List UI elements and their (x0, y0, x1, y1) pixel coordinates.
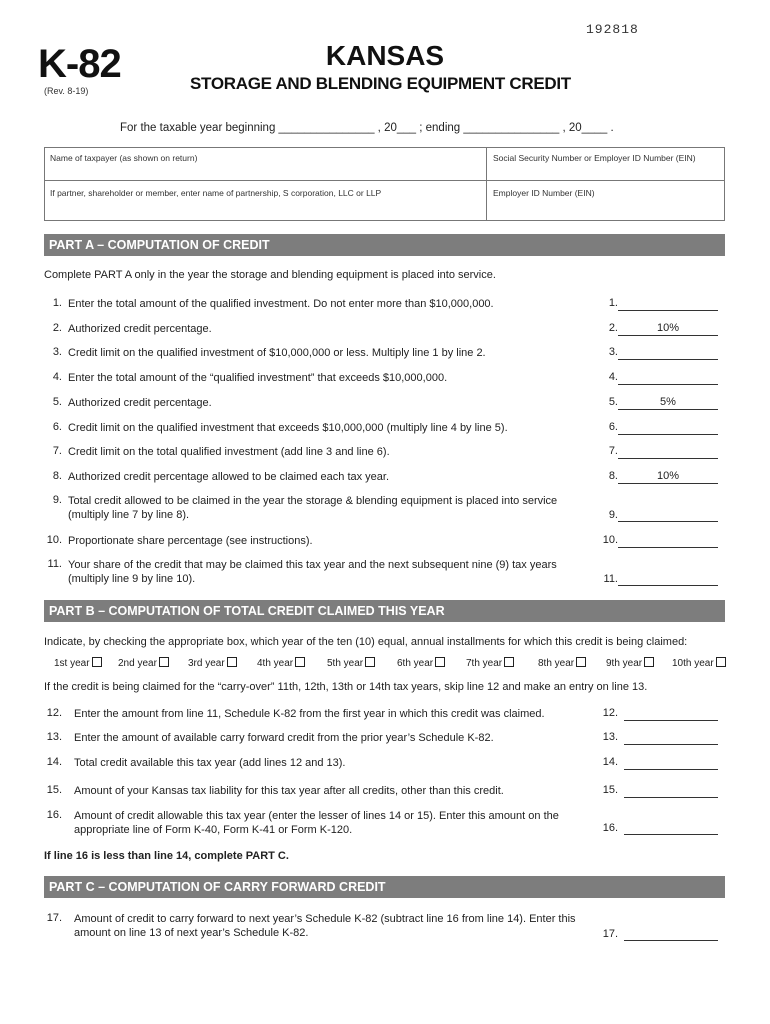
line-ref: 14. (602, 756, 618, 768)
year-option-7[interactable] (466, 657, 514, 669)
carryover-note: If the credit is being claimed for the “carry-over” 11th, 12th, 13th or 14th tax years, skip line 12 and make an entry on line 13. (44, 681, 648, 693)
line-text: Enter the total amount of the “qualified investment” that exceeds $10,000,000. (68, 372, 448, 384)
line-text: Enter the total amount of the qualified investment. Do not enter more than $10,000,000. (68, 298, 494, 310)
line-ref: 1. (608, 297, 618, 309)
year-option-5[interactable] (327, 657, 375, 669)
line-number: 10. (46, 534, 62, 546)
line-ref: 4. (608, 371, 618, 383)
year-label: 4th year (257, 658, 294, 669)
year-option-8[interactable] (538, 657, 586, 669)
taxpayer-name-field[interactable]: Name of taxpayer (as shown on return) (50, 153, 198, 163)
line-1-entry[interactable] (618, 297, 718, 311)
line-text: Your share of the credit that may be claimed this tax year and the next subsequent nine (9) tax years (multiply line 9 by line 10). (68, 559, 557, 585)
line-text: Total credit available this tax year (add lines 12 and 13). (74, 757, 346, 769)
partnership-name-field[interactable]: If partner, shareholder or member, enter name of partnership, S corporation, LLC or LLP (50, 188, 382, 198)
line-text: Amount of credit to carry forward to next year’s Schedule K-82 (subtract line 16 from line 14). Enter this amount on line 13 of next year’s Schedule K-82. (74, 913, 576, 939)
line-text: Authorized credit percentage. (68, 397, 212, 409)
line-13-entry[interactable] (624, 731, 718, 745)
line-7-entry[interactable] (618, 445, 718, 459)
part-a-heading: PART A – COMPUTATION OF CREDIT (44, 234, 725, 256)
line-number: 17. (46, 912, 62, 924)
line-number: 15. (46, 784, 62, 796)
line-ref: 8. (608, 470, 618, 482)
year-label: 7th year (466, 658, 503, 669)
line-number: 14. (46, 756, 62, 768)
line-text: Amount of your Kansas tax liability for this tax year after all credits, other than this credit. (74, 785, 504, 797)
line-4-entry[interactable] (618, 371, 718, 385)
line-number: 16. (46, 809, 62, 821)
part-b-instruction: Indicate, by checking the appropriate box, which year of the ten (10) equal, annual installments for which this credit is being claimed: (44, 636, 688, 648)
form-title: STORAGE AND BLENDING EQUIPMENT CREDIT (190, 74, 571, 93)
year-7-checkbox[interactable] (504, 657, 514, 667)
line-15-entry[interactable] (624, 784, 718, 798)
line-number: 12. (46, 707, 62, 719)
installment-year-checkboxes (54, 657, 734, 673)
line-number: 6. (52, 421, 62, 433)
part-b-heading: PART B – COMPUTATION OF TOTAL CREDIT CLAIMED THIS YEAR (44, 600, 725, 622)
line-17-entry[interactable] (624, 927, 718, 941)
line-text: Credit limit on the total qualified investment (add line 3 and line 6). (68, 446, 390, 458)
year-option-4[interactable] (257, 657, 305, 669)
line-ref: 15. (602, 784, 618, 796)
line-text: Proportionate share percentage (see instructions). (68, 535, 313, 547)
line-text: Amount of credit allowable this tax year (enter the lesser of lines 14 or 15). Enter this amount on the appropriate line of Form K-40, Form K-41 or Form K-120. (74, 810, 559, 836)
form-id: K-82 (38, 42, 121, 86)
tax-year-line[interactable]: For the taxable year beginning _______________ , 20___ ; ending _______________ , 20____ . (120, 122, 614, 134)
line-9-entry[interactable] (618, 508, 718, 522)
year-label: 3rd year (188, 658, 225, 669)
taxpayer-info-box (44, 147, 725, 221)
year-label: 1st year (54, 658, 90, 669)
year-6-checkbox[interactable] (435, 657, 445, 667)
year-label: 6th year (397, 658, 434, 669)
line-text: Enter the amount from line 11, Schedule K-82 from the first year in which this credit was claimed. (74, 708, 545, 720)
line-number: 4. (52, 371, 62, 383)
line-ref: 12. (602, 707, 618, 719)
year-2-checkbox[interactable] (159, 657, 169, 667)
line-text: Enter the amount of available carry forward credit from the prior year’s Schedule K-82. (74, 732, 494, 744)
line-number: 1. (52, 297, 62, 309)
line-ref: 2. (608, 322, 618, 334)
line-ref: 10. (602, 534, 618, 546)
line-11-entry[interactable] (618, 572, 718, 586)
part-c-instruction: If line 16 is less than line 14, complete PART C. (44, 850, 289, 862)
line-number: 8. (52, 470, 62, 482)
part-a-instruction: Complete PART A only in the year the storage and blending equipment is placed into service. (44, 269, 496, 281)
line-5-entry: 5% (618, 396, 718, 410)
year-3-checkbox[interactable] (227, 657, 237, 667)
line-9 (44, 494, 725, 524)
revision-date: (Rev. 8-19) (44, 86, 89, 96)
year-option-6[interactable] (397, 657, 445, 669)
line-ref: 7. (608, 445, 618, 457)
year-4-checkbox[interactable] (295, 657, 305, 667)
part-c-heading: PART C – COMPUTATION OF CARRY FORWARD CREDIT (44, 876, 725, 898)
line-16-entry[interactable] (624, 821, 718, 835)
line-ref: 11. (603, 573, 618, 585)
line-ref: 6. (608, 421, 618, 433)
line-6-entry[interactable] (618, 421, 718, 435)
line-number: 5. (52, 396, 62, 408)
line-number: 7. (52, 445, 62, 457)
line-number: 13. (46, 731, 62, 743)
line-ref: 17. (602, 928, 618, 940)
line-number: 3. (52, 346, 62, 358)
line-text: Credit limit on the qualified investment of $10,000,000 or less. Multiply line 1 by line 2. (68, 347, 486, 359)
line-ref: 9. (608, 509, 618, 521)
year-10-checkbox[interactable] (716, 657, 726, 667)
line-12-entry[interactable] (624, 707, 718, 721)
line-text: Authorized credit percentage. (68, 323, 212, 335)
line-3-entry[interactable] (618, 346, 718, 360)
year-option-10[interactable] (672, 657, 726, 669)
line-10-entry[interactable] (618, 534, 718, 548)
line-14-entry[interactable] (624, 756, 718, 770)
year-label: 2nd year (118, 658, 157, 669)
year-label: 5th year (327, 658, 364, 669)
year-option-3[interactable] (188, 657, 237, 669)
line-ref: 3. (608, 346, 618, 358)
year-label: 9th year (606, 658, 643, 669)
year-5-checkbox[interactable] (365, 657, 375, 667)
year-option-9[interactable] (606, 657, 654, 669)
year-label: 8th year (538, 658, 575, 669)
state-heading: KANSAS (325, 40, 445, 71)
line-16 (44, 809, 725, 839)
year-option-1[interactable] (54, 657, 102, 669)
line-ref: 5. (608, 396, 618, 408)
year-9-checkbox[interactable] (644, 657, 654, 667)
line-17 (44, 912, 725, 942)
line-number: 11. (47, 558, 62, 570)
year-1-checkbox[interactable] (92, 657, 102, 667)
line-ref: 16. (602, 822, 618, 834)
year-option-2[interactable] (118, 657, 169, 669)
line-number: 2. (52, 322, 62, 334)
ssn-ein-field[interactable]: Social Security Number or Employer ID Number (EIN) (493, 153, 696, 163)
ein-field[interactable]: Employer ID Number (EIN) (493, 188, 595, 198)
line-8-entry: 10% (618, 470, 718, 484)
form-number: 192818 (586, 22, 639, 37)
line-text: Authorized credit percentage allowed to be claimed each tax year. (68, 471, 390, 483)
line-2-entry: 10% (618, 322, 718, 336)
line-11 (44, 558, 725, 588)
line-number: 9. (52, 494, 62, 506)
line-text: Credit limit on the qualified investment that exceeds $10,000,000 (multiply line 4 by line 5). (68, 422, 508, 434)
line-ref: 13. (602, 731, 618, 743)
line-text: Total credit allowed to be claimed in the year the storage & blending equipment is placed into service (multiply line 7 by line 8). (68, 495, 558, 521)
year-label: 10th year (672, 658, 714, 669)
year-8-checkbox[interactable] (576, 657, 586, 667)
